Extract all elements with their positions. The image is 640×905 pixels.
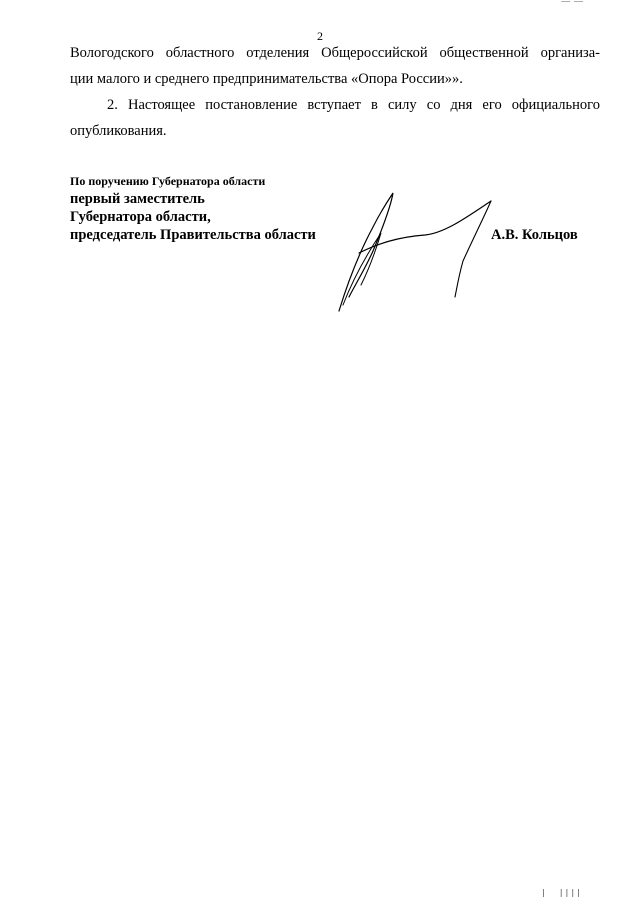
corner-scan-mark: — — bbox=[561, 0, 584, 6]
signer-title-line-2: Губернатора области, bbox=[70, 209, 211, 225]
paragraph-1-line-2: ции малого и среднего предпринимательства «Опора России»». bbox=[70, 71, 463, 87]
footer-scan-mark: | |||| bbox=[541, 888, 582, 897]
signer-title-line-1: первый заместитель bbox=[70, 191, 205, 207]
signature-block bbox=[70, 173, 600, 313]
paragraph-effective-date bbox=[70, 92, 600, 144]
page-number: 2 bbox=[317, 29, 323, 43]
paragraph-2-line-2: опубликования. bbox=[70, 123, 167, 139]
signer-title-line-3: председатель Правительства области bbox=[70, 227, 316, 243]
paragraph-1-line-1: Вологодского областного отделения Общероссийской общественной организа- bbox=[70, 45, 600, 61]
by-order-of-governor: По поручению Губернатора области bbox=[70, 174, 266, 188]
handwritten-signature-icon bbox=[335, 187, 495, 313]
paragraph-2-line-1: 2. Настоящее постановление вступает в силу со дня его официального bbox=[107, 97, 600, 113]
signer-name: А.В. Кольцов bbox=[491, 227, 578, 243]
paragraph-continuation bbox=[70, 40, 600, 92]
